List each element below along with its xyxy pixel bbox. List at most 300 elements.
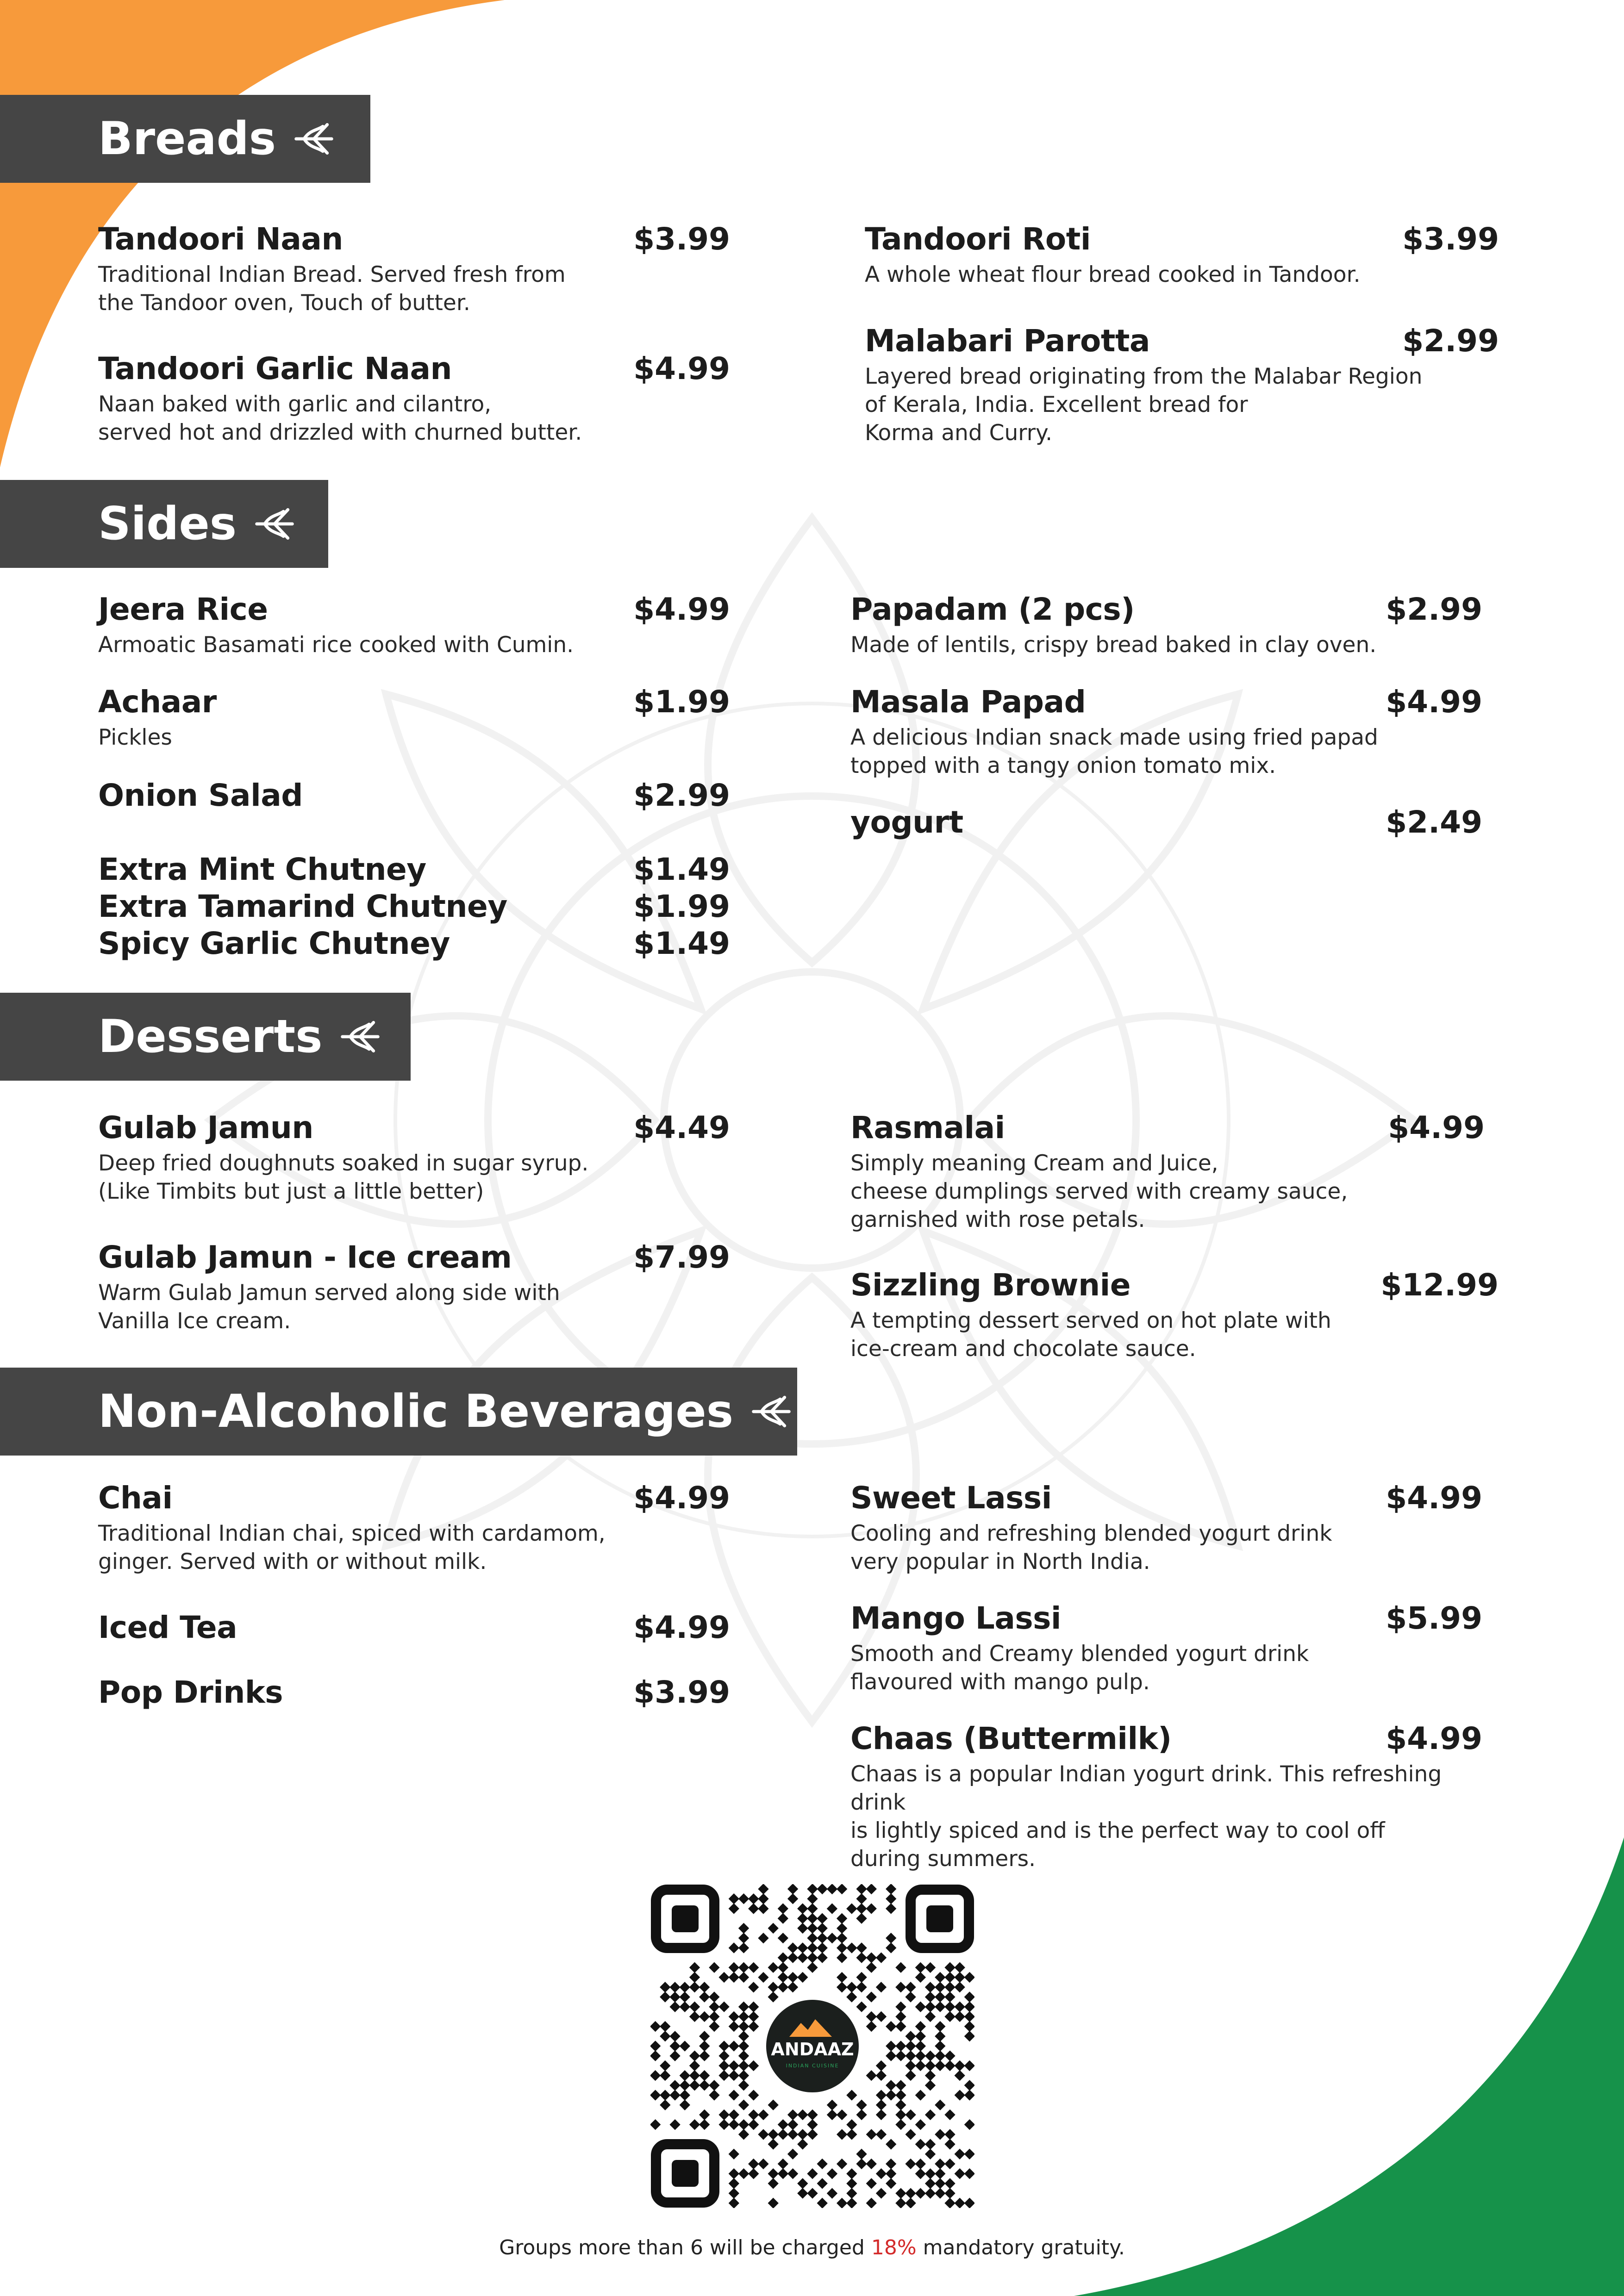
qr-module xyxy=(915,2139,926,2149)
qr-module xyxy=(935,2060,945,2071)
section-title: Breads xyxy=(98,112,276,165)
qr-module xyxy=(944,1991,955,2002)
menu-item xyxy=(98,351,730,447)
qr-module xyxy=(935,2031,945,2041)
section-banner-desserts xyxy=(0,993,411,1081)
qr-module xyxy=(895,2100,906,2110)
gratuity-percent: 18% xyxy=(871,2236,917,2259)
item-name: Rasmalai xyxy=(850,1110,1005,1145)
qr-module xyxy=(905,2129,916,2140)
menu-item xyxy=(865,221,1499,289)
qr-module xyxy=(837,1972,847,1983)
qr-module xyxy=(680,2080,690,2091)
item-price: $4.99 xyxy=(633,1480,730,1516)
qr-module xyxy=(915,2090,926,2100)
qr-module xyxy=(787,1982,798,1992)
qr-module xyxy=(915,2002,926,2012)
qr-module xyxy=(778,1913,788,1924)
qr-module xyxy=(895,1982,906,1992)
qr-module xyxy=(954,2149,965,2159)
qr-module xyxy=(915,2021,926,2032)
qr-module xyxy=(699,2119,710,2130)
qr-module xyxy=(748,2109,759,2120)
qr-module xyxy=(689,1972,700,1983)
qr-module xyxy=(748,1982,759,1992)
item-name: Gulab Jamun - Ice cream xyxy=(98,1239,512,1275)
qr-module xyxy=(944,2198,955,2208)
qr-module xyxy=(758,2159,768,2169)
qr-module xyxy=(915,2168,926,2179)
qr-module xyxy=(738,1942,749,1953)
qr-module xyxy=(660,2060,670,2071)
qr-module xyxy=(699,2031,710,2041)
item-price: $4.99 xyxy=(1386,1721,1482,1756)
qr-module xyxy=(797,1913,808,1924)
qr-module xyxy=(718,2119,729,2130)
item-price: $3.99 xyxy=(1402,221,1499,257)
qr-module xyxy=(837,2109,847,2120)
qr-module xyxy=(817,1913,827,1924)
qr-module xyxy=(895,1962,906,1973)
qr-module xyxy=(856,2109,867,2120)
menu-item xyxy=(98,1674,730,1710)
item-name: Tandoori Naan xyxy=(98,221,343,257)
qr-module xyxy=(886,1903,896,1914)
qr-module xyxy=(935,2159,945,2169)
qr-module xyxy=(738,2070,749,2081)
qr-module xyxy=(807,2109,818,2120)
qr-module xyxy=(718,2109,729,2120)
qr-module xyxy=(895,2109,906,2120)
qr-module xyxy=(669,1982,680,1992)
menu-item xyxy=(850,684,1482,780)
qr-module xyxy=(729,2011,739,2022)
item-price: $4.99 xyxy=(1386,684,1482,720)
menu-item xyxy=(98,1610,730,1645)
item-name: Extra Tamarind Chutney xyxy=(98,889,507,924)
qr-module xyxy=(680,2100,690,2110)
qr-module xyxy=(856,2159,867,2169)
qr-module xyxy=(650,2119,661,2130)
qr-module xyxy=(846,1991,857,2002)
qr-module xyxy=(925,2060,936,2071)
qr-module xyxy=(895,2119,906,2130)
qr-module xyxy=(915,2159,926,2169)
item-price: $4.49 xyxy=(633,1110,730,1145)
qr-module xyxy=(729,2041,739,2051)
qr-module xyxy=(866,2198,877,2208)
qr-module xyxy=(768,1923,779,1934)
qr-module xyxy=(787,1952,798,1963)
qr-module xyxy=(837,1913,847,1924)
qr-module xyxy=(944,2060,955,2071)
item-description: Traditional Indian chai, spiced with cardamom, ginger. Served with or without milk. xyxy=(98,1521,606,1574)
qr-module xyxy=(709,2001,719,2012)
qr-module xyxy=(827,1884,837,1894)
qr-module xyxy=(748,2021,759,2032)
qr-module xyxy=(837,1952,847,1963)
qr-module xyxy=(935,2100,945,2110)
qr-module xyxy=(738,2080,749,2091)
menu-item xyxy=(850,1600,1482,1696)
qr-module xyxy=(964,1972,974,1983)
qr-module xyxy=(944,2129,955,2140)
qr-module xyxy=(886,1942,896,1953)
qr-module xyxy=(787,2168,798,2179)
qr-module xyxy=(895,2090,906,2100)
item-description: Traditional Indian Bread. Served fresh from the Tandoor oven, Touch of butter. xyxy=(98,262,566,316)
qr-module xyxy=(787,2119,798,2130)
qr-module xyxy=(729,2149,739,2159)
qr-module xyxy=(925,1991,936,2002)
sparkle-icon xyxy=(338,1014,382,1059)
qr-module xyxy=(964,2198,974,2208)
qr-module xyxy=(964,2001,974,2012)
qr-module xyxy=(729,1903,739,1914)
qr-module xyxy=(748,2090,759,2100)
qr-module xyxy=(748,1962,759,1973)
qr-module xyxy=(876,2188,887,2198)
menu-item xyxy=(98,778,730,813)
qr-module xyxy=(660,2100,670,2110)
qr-module xyxy=(807,1913,818,1924)
qr-module xyxy=(729,1972,739,1983)
qr-module xyxy=(718,1972,729,1983)
qr-module xyxy=(778,2159,788,2169)
qr-module xyxy=(827,2109,837,2120)
qr-module xyxy=(669,2119,680,2130)
item-name: Chaas (Buttermilk) xyxy=(850,1721,1172,1756)
item-name: Sweet Lassi xyxy=(850,1480,1052,1516)
item-price: $4.99 xyxy=(633,591,730,627)
qr-module xyxy=(876,2070,887,2081)
item-description: Deep fried doughnuts soaked in sugar syrup. (Like Timbits but just a little better) xyxy=(98,1151,589,1204)
qr-module xyxy=(748,1903,759,1914)
qr-module xyxy=(669,1991,680,2002)
qr-module xyxy=(954,2070,965,2081)
qr-module xyxy=(944,2178,955,2189)
section-banner-breads xyxy=(0,95,370,183)
qr-module xyxy=(758,2129,768,2140)
qr-module xyxy=(866,2070,877,2081)
item-price: $4.99 xyxy=(1388,1110,1485,1145)
qr-module xyxy=(905,2109,916,2120)
qr-module xyxy=(797,1952,808,1963)
qr-module xyxy=(738,2011,749,2022)
qr-module xyxy=(905,2060,916,2071)
qr-module xyxy=(895,2001,906,2012)
item-price: $5.99 xyxy=(1386,1600,1482,1636)
qr-module xyxy=(787,1972,798,1983)
qr-module xyxy=(650,2041,661,2051)
qr-module xyxy=(886,2080,896,2091)
menu-item xyxy=(850,1267,1499,1363)
qr-module xyxy=(778,1972,788,1983)
qr-module xyxy=(886,2050,896,2061)
qr-module xyxy=(837,2159,847,2169)
qr-module xyxy=(935,2168,945,2179)
qr-module xyxy=(718,2070,729,2081)
qr-module xyxy=(846,1942,857,1953)
qr-module xyxy=(866,1952,877,1963)
qr-module xyxy=(964,1991,974,2002)
qr-module xyxy=(738,2021,749,2032)
qr-module xyxy=(886,2168,896,2179)
item-description: Cooling and refreshing blended yogurt drink very popular in North India. xyxy=(850,1521,1332,1574)
qr-module xyxy=(787,2149,798,2159)
item-description: A tempting dessert served on hot plate with ice-cream and chocolate sauce. xyxy=(850,1308,1331,1362)
qr-module xyxy=(944,1962,955,1973)
qr-module xyxy=(758,2109,768,2120)
qr-module xyxy=(964,2011,974,2022)
item-name: Malabari Parotta xyxy=(865,323,1150,359)
qr-module xyxy=(925,2109,936,2120)
qr-module xyxy=(807,1884,818,1894)
qr-module xyxy=(699,2080,710,2091)
qr-module xyxy=(876,1982,887,1992)
qr-module xyxy=(915,2031,926,2041)
qr-module xyxy=(817,1942,828,1953)
qr-module xyxy=(729,1962,739,1973)
qr-module xyxy=(866,1903,877,1914)
qr-module xyxy=(905,2159,916,2169)
qr-module xyxy=(738,2119,749,2130)
qr-module xyxy=(954,2060,965,2071)
qr-module xyxy=(905,2050,916,2061)
qr-module xyxy=(935,2178,945,2189)
qr-module xyxy=(925,2188,936,2199)
menu-item xyxy=(98,1110,730,1206)
qr-module xyxy=(817,2178,828,2189)
qr-module xyxy=(876,2109,887,2120)
qr-module xyxy=(748,1893,759,1904)
qr-module xyxy=(797,2129,808,2140)
qr-module xyxy=(905,2041,916,2051)
item-price: $2.99 xyxy=(633,778,730,813)
qr-module xyxy=(768,2100,779,2110)
qr-module xyxy=(817,1952,828,1963)
qr-module xyxy=(778,1982,788,1992)
menu-item xyxy=(98,221,730,317)
qr-module xyxy=(886,2090,896,2100)
qr-module xyxy=(964,2021,974,2032)
item-price: $2.99 xyxy=(1386,591,1482,627)
qr-module xyxy=(699,2109,710,2120)
item-price: $1.99 xyxy=(633,889,730,924)
qr-module xyxy=(650,2070,661,2081)
qr-module xyxy=(787,2109,798,2120)
qr-module xyxy=(866,1962,877,1973)
qr-module xyxy=(650,2050,661,2061)
qr-module xyxy=(729,1942,739,1953)
menu-item xyxy=(98,926,730,961)
qr-module xyxy=(915,2051,926,2061)
qr-module xyxy=(876,2129,887,2140)
qr-module xyxy=(895,2011,906,2022)
qr-module xyxy=(758,1903,768,1914)
qr-module xyxy=(729,2168,739,2179)
qr-module xyxy=(680,2002,690,2012)
item-price: $1.99 xyxy=(633,684,730,720)
qr-module xyxy=(738,2129,749,2140)
qr-module xyxy=(778,2129,788,2140)
qr-module xyxy=(915,2041,926,2051)
qr-module xyxy=(699,2011,710,2022)
qr-module xyxy=(709,2011,719,2022)
qr-module xyxy=(768,2198,779,2208)
qr-module xyxy=(837,2198,847,2208)
qr-module xyxy=(748,2002,759,2012)
qr-module xyxy=(837,1982,847,1992)
qr-module xyxy=(866,2159,877,2169)
qr-module xyxy=(944,1982,955,1992)
qr-module xyxy=(925,2168,936,2179)
qr-module xyxy=(807,1893,818,1904)
qr-module xyxy=(955,2001,965,2012)
qr-module xyxy=(807,1942,818,1953)
qr-module xyxy=(778,2168,788,2179)
qr-module xyxy=(729,2090,739,2100)
qr-module xyxy=(778,1933,788,1943)
qr-module xyxy=(729,2198,739,2208)
qr-module xyxy=(748,2060,759,2071)
qr-module xyxy=(846,2178,857,2189)
item-price: $4.99 xyxy=(633,351,730,386)
qr-module xyxy=(807,1903,818,1914)
menu-item xyxy=(850,804,1482,840)
qr-module xyxy=(650,2090,661,2100)
item-price: $4.99 xyxy=(1386,1480,1482,1516)
qr-module xyxy=(689,2070,700,2081)
qr-module xyxy=(699,1982,710,1992)
qr-module xyxy=(925,1962,936,1973)
qr-module xyxy=(905,1991,916,2002)
section-title: Sides xyxy=(98,498,237,550)
qr-module xyxy=(905,2031,916,2041)
qr-module xyxy=(827,1933,837,1943)
qr-module xyxy=(768,2178,779,2189)
item-name: Gulab Jamun xyxy=(98,1110,313,1145)
qr-module xyxy=(758,1884,768,1894)
item-name: Achaar xyxy=(98,684,217,720)
menu-item xyxy=(98,1239,730,1335)
qr-module xyxy=(807,2168,818,2179)
qr-module xyxy=(729,2178,739,2189)
logo-subtext: INDIAN CUISINE xyxy=(786,2063,839,2069)
qr-module xyxy=(748,2159,759,2169)
qr-module xyxy=(787,1884,798,1894)
qr-module xyxy=(689,2119,700,2130)
qr-module xyxy=(797,2139,808,2149)
qr-module xyxy=(846,2119,857,2130)
qr-module xyxy=(954,1982,965,1992)
qr-module xyxy=(856,1952,867,1963)
qr-module xyxy=(797,1923,808,1934)
qr-module xyxy=(846,2188,857,2199)
qr-module xyxy=(866,1991,877,2002)
qr-module xyxy=(955,1962,965,1973)
item-name: Jeera Rice xyxy=(98,591,268,627)
qr-module xyxy=(738,1972,749,1983)
qr-module xyxy=(955,2198,965,2208)
qr-module xyxy=(895,2080,906,2091)
qr-module xyxy=(866,2129,877,2140)
sparkle-icon xyxy=(252,502,297,546)
qr-module xyxy=(689,1982,700,1992)
qr-module xyxy=(925,2070,936,2081)
qr-module xyxy=(846,2168,857,2179)
sparkle-icon xyxy=(292,117,336,161)
qr-module xyxy=(729,2188,739,2198)
qr-module xyxy=(886,1933,896,1943)
qr-module xyxy=(925,2051,936,2061)
qr-module xyxy=(846,2129,857,2140)
qr-module xyxy=(856,1982,867,1992)
qr-module xyxy=(738,2060,749,2071)
item-price: $3.99 xyxy=(633,1674,730,1710)
menu-item xyxy=(850,1480,1482,1576)
qr-module xyxy=(778,1952,788,1963)
item-name: Tandoori Garlic Naan xyxy=(98,351,452,386)
qr-module xyxy=(669,2041,680,2051)
qr-module xyxy=(768,1982,778,1992)
qr-module xyxy=(807,2119,818,2130)
qr-module xyxy=(660,2031,670,2041)
qr-module xyxy=(738,1962,749,1973)
qr-module xyxy=(718,2050,729,2061)
qr-module xyxy=(827,2188,837,2199)
qr-module xyxy=(915,2119,926,2130)
qr-module xyxy=(925,2139,936,2149)
qr-module xyxy=(905,2070,916,2081)
qr-module xyxy=(856,1903,867,1914)
qr-module xyxy=(669,2080,680,2091)
qr-module xyxy=(768,1962,779,1973)
qr-module xyxy=(886,1884,896,1894)
qr-module xyxy=(729,2119,739,2130)
qr-module xyxy=(866,2178,877,2189)
qr-code[interactable] xyxy=(650,1884,974,2208)
qr-module xyxy=(718,2001,729,2012)
qr-module xyxy=(827,2168,837,2179)
qr-module xyxy=(709,2021,719,2032)
qr-module xyxy=(935,2041,945,2051)
green-corner-swoosh xyxy=(1074,1837,1624,2296)
qr-module xyxy=(856,1972,867,1983)
menu-item xyxy=(98,591,730,659)
qr-module xyxy=(689,2011,700,2022)
menu-item xyxy=(850,1721,1482,1873)
qr-module xyxy=(807,1952,818,1963)
qr-module xyxy=(905,2188,916,2198)
qr-module xyxy=(768,2139,779,2149)
item-name: Extra Mint Chutney xyxy=(98,852,426,887)
qr-module xyxy=(669,2090,680,2100)
qr-module xyxy=(856,1884,867,1894)
qr-module xyxy=(837,1933,847,1943)
logo-text: ANDAAZ xyxy=(771,2039,854,2060)
qr-module xyxy=(876,2100,887,2110)
qr-module xyxy=(758,1972,768,1983)
qr-module xyxy=(964,2149,974,2159)
qr-module xyxy=(797,2178,808,2189)
qr-module xyxy=(729,1893,739,1904)
qr-module xyxy=(876,1952,887,1963)
qr-module xyxy=(738,2031,749,2041)
qr-module xyxy=(915,1972,926,1983)
qr-module xyxy=(856,2149,867,2159)
qr-module xyxy=(709,1962,719,1973)
